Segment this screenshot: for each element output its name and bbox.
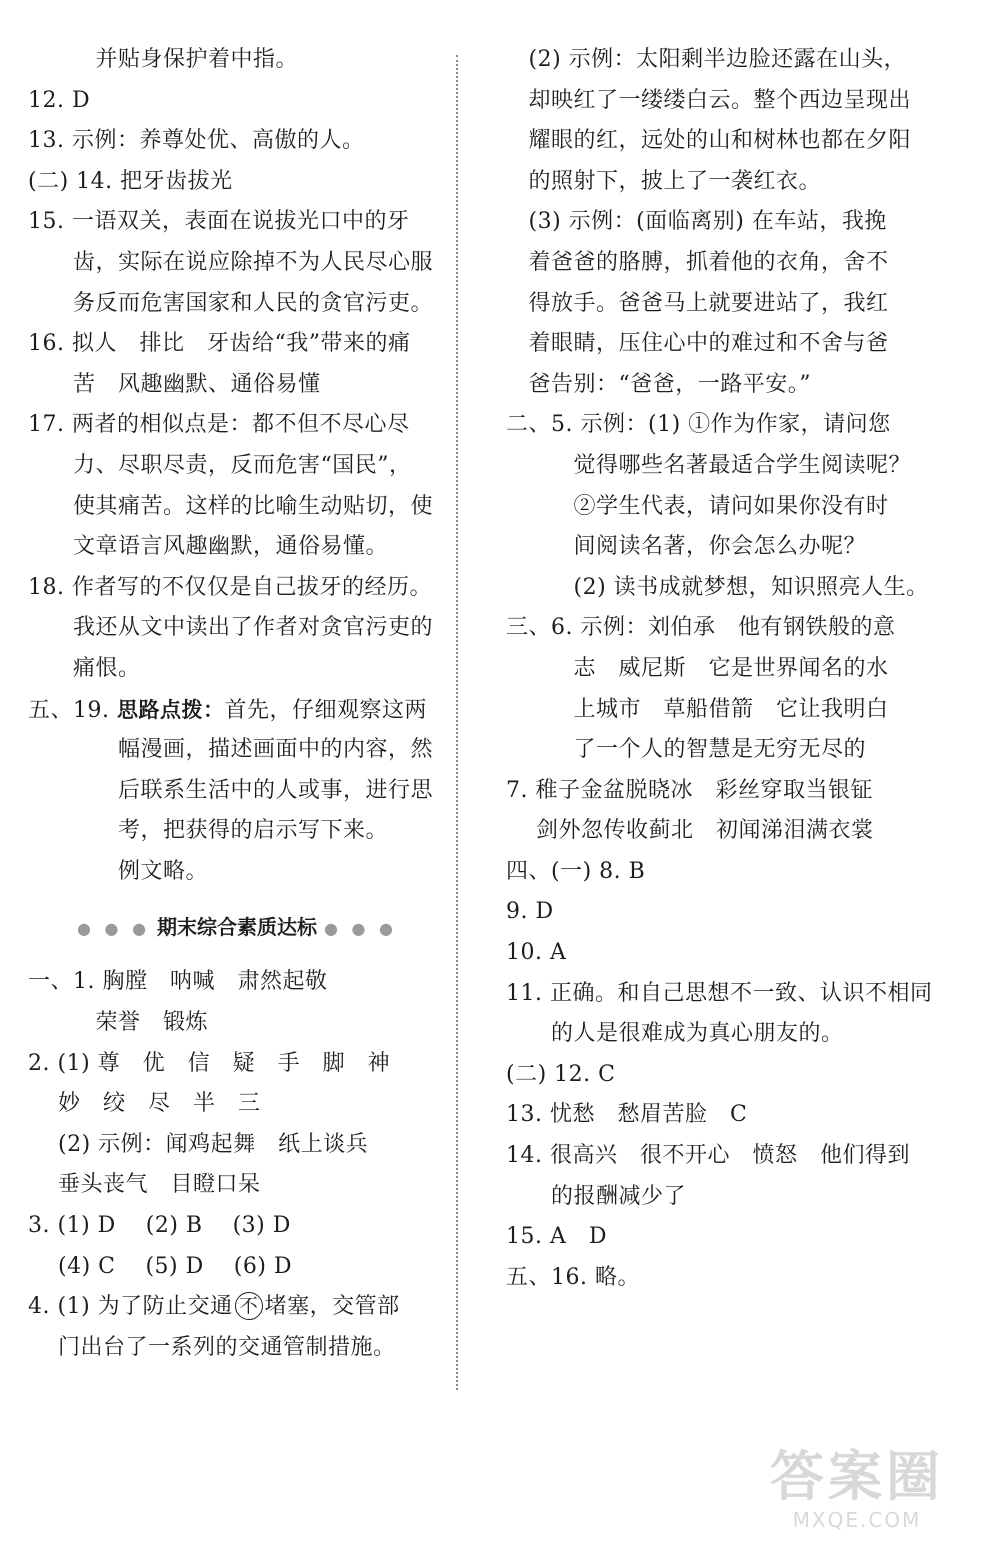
text-line: 五、16. 略。 bbox=[506, 1264, 640, 1290]
watermark-main-text: 答案圈 bbox=[770, 1445, 944, 1508]
circled-correction-mark: 不 bbox=[235, 1292, 263, 1320]
text-line: 幅漫画，描述画面中的内容，然 bbox=[28, 737, 434, 763]
text-line: 13. 示例：养尊处优、高傲的人。 bbox=[28, 128, 365, 154]
text-line: 了一个人的智慧是无穷无尽的 bbox=[506, 737, 867, 763]
text-line: 荣誉 锻炼 bbox=[28, 1010, 209, 1036]
text-line: (2) 读书成就梦想，知识照亮人生。 bbox=[506, 574, 929, 600]
text-line: 觉得哪些名著最适合学生阅读呢？ bbox=[506, 452, 912, 478]
text-line: 力、尽职尽责，反而危害“国民”， bbox=[28, 452, 412, 478]
text-line: 着爸爸的胳膊，抓着他的衣角，舍不 bbox=[506, 249, 889, 275]
question-4-line bbox=[28, 1287, 446, 1328]
text-line: 务反而危害国家和人民的贪官污吏。 bbox=[28, 290, 434, 316]
column-divider bbox=[456, 55, 458, 1390]
text-line: 文章语言风趣幽默，通俗易懂。 bbox=[28, 534, 389, 560]
text-line: 10. A bbox=[506, 940, 567, 966]
text-line: 一、1. 胸膛 呐喊 肃然起敬 bbox=[28, 969, 328, 995]
watermark-logo bbox=[732, 1446, 982, 1546]
text-line: 痛恨。 bbox=[28, 655, 141, 681]
left-column bbox=[28, 40, 446, 1368]
text-line: 妙 绞 尽 半 三 bbox=[28, 1091, 261, 1117]
text-line: 着眼睛，压住心中的难过和不舍与爸 bbox=[506, 331, 889, 357]
section-title: 期末综合素质达标 bbox=[157, 915, 317, 940]
text-line: 苦 风趣幽默、通俗易懂 bbox=[28, 371, 321, 397]
question-19-text: 首先，仔细观察这两 bbox=[224, 697, 427, 723]
section-dots-right: ● ● ● bbox=[323, 919, 397, 939]
text-line: 15. 一语双关，表面在说拔光口中的牙 bbox=[28, 209, 410, 235]
question-19-line bbox=[28, 690, 446, 731]
text-line: (2) 示例：太阳剩半边脸还露在山头， bbox=[506, 47, 907, 72]
text-line: 16. 拟人 排比 牙齿给“我”带来的痛 bbox=[28, 331, 411, 357]
text-line: 二、5. 示例：(1) ①作为作家，请问您 bbox=[506, 412, 891, 438]
text-line: 3. (1) D (2) B (3) D bbox=[28, 1213, 291, 1239]
text-line: 13. 忧愁 愁眉苦脸 C bbox=[506, 1102, 748, 1128]
text-line: 使其痛苦。这样的比喻生动贴切，使 bbox=[28, 493, 434, 519]
text-line: 17. 两者的相似点是：都不但不尽心尽 bbox=[28, 412, 410, 438]
text-line: 2. (1) 尊 优 信 疑 手 脚 神 bbox=[28, 1050, 391, 1076]
question-4-text-after: 堵塞，交管部 bbox=[264, 1294, 400, 1320]
text-line: ②学生代表，请问如果你没有时 bbox=[506, 493, 889, 519]
text-line: 14. 很高兴 很不开心 愤怒 他们得到 bbox=[506, 1143, 910, 1169]
text-line: 却映红了一缕缕白云。整个西边呈现出 bbox=[506, 87, 912, 113]
text-line: 三、6. 示例：刘伯承 他有钢铁般的意 bbox=[506, 615, 896, 641]
text-line: 垂头丧气 目瞪口呆 bbox=[28, 1172, 261, 1198]
right-column bbox=[506, 40, 933, 1298]
thinking-tip-label: 思路点拨： bbox=[116, 697, 225, 722]
text-line: 爸告别：“爸爸，一路平安。” bbox=[506, 371, 811, 397]
text-line: (2) 示例：闻鸡起舞 纸上谈兵 bbox=[28, 1131, 369, 1157]
text-line: 7. 稚子金盆脱晓冰 彩丝穿取当银钲 bbox=[506, 777, 873, 803]
text-line: 11. 正确。和自己思想不一致、认识不相同 bbox=[506, 980, 933, 1006]
text-line: 的报酬减少了 bbox=[506, 1183, 687, 1209]
text-line: 我还从文中读出了作者对贪官污吏的 bbox=[28, 615, 434, 641]
question-19-number: 五、19. bbox=[28, 697, 117, 723]
text-line: 得放手。爸爸马上就要进站了，我红 bbox=[506, 290, 889, 316]
text-line: 剑外忽传收蓟北 初闻涕泪满衣裳 bbox=[506, 818, 874, 844]
text-line: (4) C (5) D (6) D bbox=[28, 1253, 293, 1279]
section-heading bbox=[28, 892, 446, 962]
text-line: 9. D bbox=[506, 899, 554, 925]
text-line: 的人是很难成为真心朋友的。 bbox=[506, 1021, 844, 1047]
text-line: 考，把获得的启示写下来。 bbox=[28, 818, 389, 844]
text-line: 四、(一) 8. B bbox=[506, 858, 646, 884]
text-line: 门出台了一系列的交通管制措施。 bbox=[28, 1334, 396, 1360]
watermark-url: MXQE.COM bbox=[792, 1508, 922, 1532]
text-line: 18. 作者写的不仅仅是自己拔牙的经历。 bbox=[28, 574, 432, 600]
text-line: 的照射下，披上了一袭红衣。 bbox=[506, 168, 822, 194]
text-line: (二) 12. C bbox=[506, 1061, 616, 1087]
question-4-text-before: 4. (1) 为了防止交通 bbox=[28, 1294, 233, 1320]
text-line: 齿，实际在说应除掉不为人民尽心服 bbox=[28, 249, 434, 275]
text-line: 志 威尼斯 它是世界闻名的水 bbox=[506, 655, 889, 681]
section-dots-left: ● ● ● bbox=[77, 919, 151, 939]
text-line: 后联系生活中的人或事，进行思 bbox=[28, 777, 434, 803]
text-line: 间阅读名著，你会怎么办呢？ bbox=[506, 534, 867, 560]
text-line: (二) 14. 把牙齿拔光 bbox=[28, 168, 233, 194]
text-line: 上城市 草船借箭 它让我明白 bbox=[506, 696, 889, 722]
text-line: 耀眼的红，远处的山和树林也都在夕阳 bbox=[506, 128, 912, 154]
text-line: (3) 示例：(面临离别) 在车站，我挽 bbox=[506, 209, 887, 235]
text-line: 并贴身保护着中指。 bbox=[28, 47, 299, 72]
text-line: 例文略。 bbox=[28, 858, 209, 884]
text-line: 15. A D bbox=[506, 1224, 608, 1250]
text-line: 12. D bbox=[28, 87, 91, 113]
